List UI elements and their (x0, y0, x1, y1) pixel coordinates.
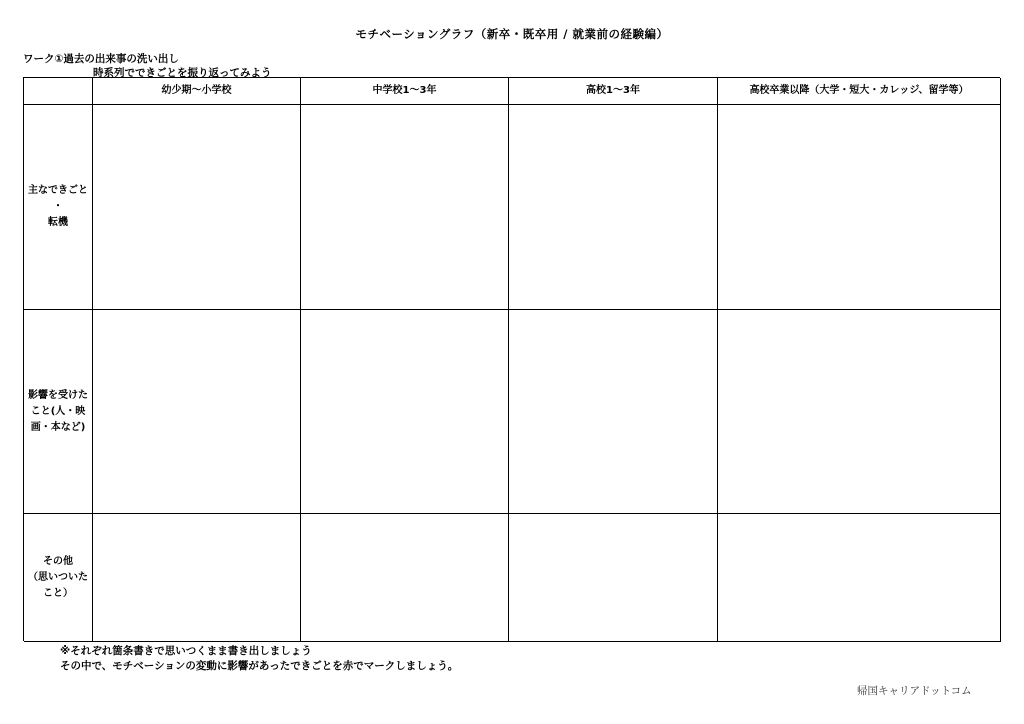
entry-cell[interactable] (93, 105, 301, 310)
entry-cell[interactable] (93, 514, 301, 642)
note-mark-red: その中で、モチベーションの変動に影響があったできごとを赤でマークしましょう。 (60, 660, 459, 672)
row-label-other: その他 （思いついた こと） (24, 514, 93, 642)
row-label-influences: 影響を受けた こと(人・映 画・本など) (24, 310, 93, 514)
column-header-junior-high: 中学校1～3年 (301, 78, 509, 105)
entry-cell[interactable] (509, 105, 718, 310)
entry-cell[interactable] (301, 514, 509, 642)
column-header-after-high-school: 高校卒業以降（大学・短大・カレッジ、留学等） (718, 78, 1001, 105)
entry-cell[interactable] (718, 105, 1001, 310)
note-list-freely: ※それぞれ箇条書きで思いつくまま書き出しましょう (60, 645, 312, 657)
work-instruction: 時系列でできごとを振り返ってみよう (93, 67, 272, 79)
work-label: ワーク①過去の出来事の洗い出し (23, 53, 179, 65)
column-header-childhood: 幼少期～小学校 (93, 78, 301, 105)
entry-cell[interactable] (93, 310, 301, 514)
row-label-main-events: 主なできごと ・ 転機 (24, 105, 93, 310)
entry-cell[interactable] (301, 310, 509, 514)
site-credit: 帰国キャリアドットコム (857, 685, 972, 697)
entry-cell[interactable] (718, 514, 1001, 642)
page-title: モチベーショングラフ（新卒・既卒用 / 就業前の経験編） (355, 27, 669, 41)
entry-cell[interactable] (509, 310, 718, 514)
table-corner-cell (24, 78, 93, 105)
worksheet-table (23, 77, 1000, 641)
entry-cell[interactable] (509, 514, 718, 642)
entry-cell[interactable] (718, 310, 1001, 514)
entry-cell[interactable] (301, 105, 509, 310)
column-header-high-school: 高校1～3年 (509, 78, 718, 105)
